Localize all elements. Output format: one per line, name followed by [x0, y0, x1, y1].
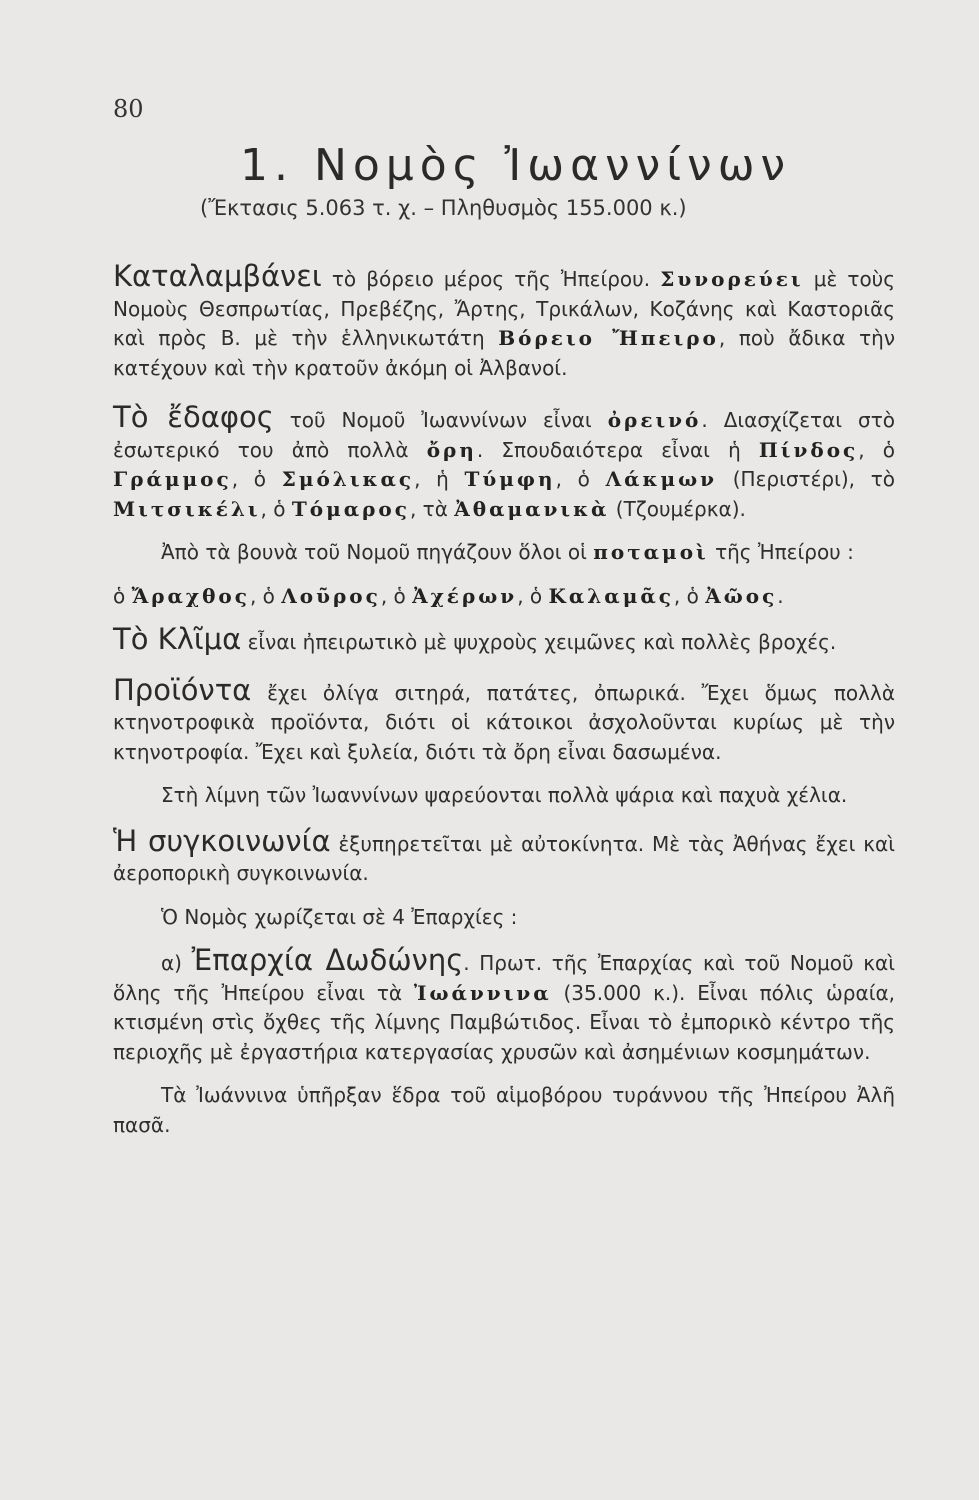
- emphasized-term: Μιτσικέλι: [113, 496, 261, 521]
- area-population-subtitle: (Ἔκτασις 5.063 τ. χ. – Πληθυσμὸς 155.000 κ.): [200, 196, 687, 220]
- emphasized-term: ὄρη: [426, 437, 477, 462]
- paragraph-ali-pasha-seat: [113, 1081, 895, 1140]
- text-run: , ὁ: [858, 437, 895, 462]
- paragraph-climate: [113, 622, 895, 658]
- emphasized-term: ὀρεινό: [607, 408, 702, 432]
- text-run: , ὁ: [555, 467, 606, 491]
- text-run: τοῦ Νομοῦ Ἰωαννίνων εἶναι: [273, 408, 608, 432]
- emphasized-term: Σμόλικας: [281, 467, 415, 491]
- text-run: , ὁ: [231, 467, 282, 491]
- emphasized-term: Συνορεύει: [660, 267, 804, 291]
- text-run: . Σπουδαιότερα εἶναι ἡ: [476, 437, 759, 462]
- text-run: , ἡ: [414, 467, 465, 491]
- page-title: 1. Νομὸς Ἰωαννίνων: [240, 140, 792, 191]
- text-run: , ποὺ ἄδικα τὴν κατέχουν καὶ τὴν κρατοῦν ἀκόμη οἱ Ἀλβανοί.: [113, 326, 896, 380]
- text-run: , ὁ: [380, 583, 413, 608]
- emphasized-term: Ἄραχθος: [131, 583, 250, 608]
- text-run: , ὁ: [517, 583, 549, 608]
- text-run: τὸ βόρειο μέρος τῆς Ἠπείρου.: [321, 267, 661, 291]
- emphasized-term: Τόμαρος: [291, 496, 410, 521]
- text-run: , ὁ: [260, 496, 292, 521]
- emphasized-term: Ἀχέρων: [412, 583, 518, 608]
- text-run: ὁ: [113, 583, 132, 608]
- text-run: μὲ τοὺς Νομοὺς Θεσπρωτίας, Πρεβέζης, Ἄρτης, Τρικάλων, Κοζάνης καὶ Καστοριᾶς καὶ πρὸς Β. μὲ τὴν ἑλληνικωτάτη: [113, 267, 895, 350]
- paragraph-products: [113, 672, 895, 768]
- text-run: . Διασχίζεται στὸ ἐσωτερικό του ἀπὸ πολλὰ: [113, 408, 895, 462]
- heading-lead: Καταλαμβάνει: [113, 259, 322, 293]
- emphasized-term: Λάκμων: [605, 467, 718, 491]
- text-run: (Τζουμέρκα).: [609, 496, 746, 521]
- emphasized-term: Πίνδος: [758, 437, 859, 462]
- emphasized-term: Τύμφη: [464, 467, 556, 491]
- paragraph-borders: [113, 259, 896, 383]
- text-run: Στὴ λίμνη τῶν Ἰωαννίνων ψαρεύονται πολλὰ ψάρια καὶ παχυὰ χέλια.: [161, 783, 848, 807]
- paragraph-communications: [113, 823, 895, 889]
- heading-lead: Τὸ ἔδαφος: [113, 400, 274, 434]
- paragraph-soil: [113, 400, 895, 524]
- text-run: , ὁ: [673, 583, 706, 608]
- emphasized-term: ποταμοὶ: [593, 540, 709, 564]
- body-text: [113, 259, 896, 1154]
- text-run: , ὁ: [249, 583, 282, 608]
- emphasized-term: Ἀῶος: [705, 583, 778, 608]
- paragraph-eparchy-dodoni: [113, 943, 896, 1067]
- emphasized-term: Λοῦρος: [281, 583, 381, 608]
- text-run: (35.000 κ.). Εἶναι πόλις ὡραία, κτισμένη στὶς ὄχθες τῆς λίμνης Παμβώτιδος. Εἶναι τὸ ἐμπορικὸ κέντρο τῆς περιοχῆς μὲ ἐργαστήρια κατεργασίας χρυσῶν καὶ ἀσημένιων κοσμημάτων.: [113, 980, 895, 1064]
- heading-lead: Προϊόντα: [113, 672, 252, 707]
- text-run: ἔχει ὀλίγα σιτηρά, πατάτες, ὀπωρικά. Ἔχει ὅμως πολλὰ κτηνοτροφικὰ προϊόντα, διότι οἱ κάτοικοι ἀσχολοῦνται κυρίως μὲ τὴν κτηνοτροφία. Ἔχει καὶ ξυλεία, διότι τὰ ὄρη εἶναι δασωμένα.: [113, 680, 895, 764]
- paragraph-divisions: [113, 903, 895, 933]
- paragraph-lake: [113, 781, 895, 811]
- paragraph-rivers: [113, 538, 895, 568]
- emphasized-term: Καλαμᾶς: [548, 583, 674, 608]
- text-run: α): [161, 951, 192, 975]
- text-run: ἐξυπηρετεῖται μὲ αὐτοκίνητα. Μὲ τὰς Ἀθήνας ἔχει καὶ ἀεροπορικὴ συγκοινωνία.: [113, 831, 895, 885]
- text-run: Ὁ Νομὸς χωρίζεται σὲ 4 Ἐπαρχίες :: [161, 904, 518, 929]
- emphasized-term: Γράμμος: [113, 467, 232, 491]
- text-run: .: [777, 583, 784, 608]
- text-run: Τὰ Ἰωάννινα ὑπῆρξαν ἕδρα τοῦ αἱμοβόρου τυράννου τῆς Ἠπείρου Ἀλῆ πασᾶ.: [113, 1083, 895, 1137]
- text-run: εἶναι ἠπειρωτικὸ μὲ ψυχροὺς χειμῶνες καὶ πολλὲς βροχές.: [241, 630, 837, 654]
- text-run: (Περιστέρι), τὸ: [717, 467, 895, 491]
- page-number: 80: [113, 95, 144, 123]
- emphasized-term: Βόρειο Ἤπειρο: [498, 326, 719, 350]
- text-run: , τὰ: [409, 496, 455, 521]
- text-run: Ἀπὸ τὰ βουνὰ τοῦ Νομοῦ πηγάζουν ὅλοι οἱ: [161, 540, 594, 564]
- heading-lead: Ἐπαρχία Δωδώνης: [191, 943, 464, 977]
- text-run: τῆς Ἠπείρου :: [708, 540, 854, 564]
- heading-lead: Τὸ Κλῖμα: [113, 622, 242, 656]
- emphasized-term: Ἰωάννινα: [413, 980, 552, 1005]
- emphasized-term: Ἀθαμανικὰ: [454, 496, 610, 521]
- paragraph-river-list: [113, 582, 895, 612]
- heading-lead: Ἡ συγκοινωνία: [113, 823, 331, 858]
- text-run: . Πρωτ. τῆς Ἐπαρχίας καὶ τοῦ Νομοῦ καὶ ὅλης τῆς Ἠπείρου εἶναι τὰ: [113, 951, 896, 1005]
